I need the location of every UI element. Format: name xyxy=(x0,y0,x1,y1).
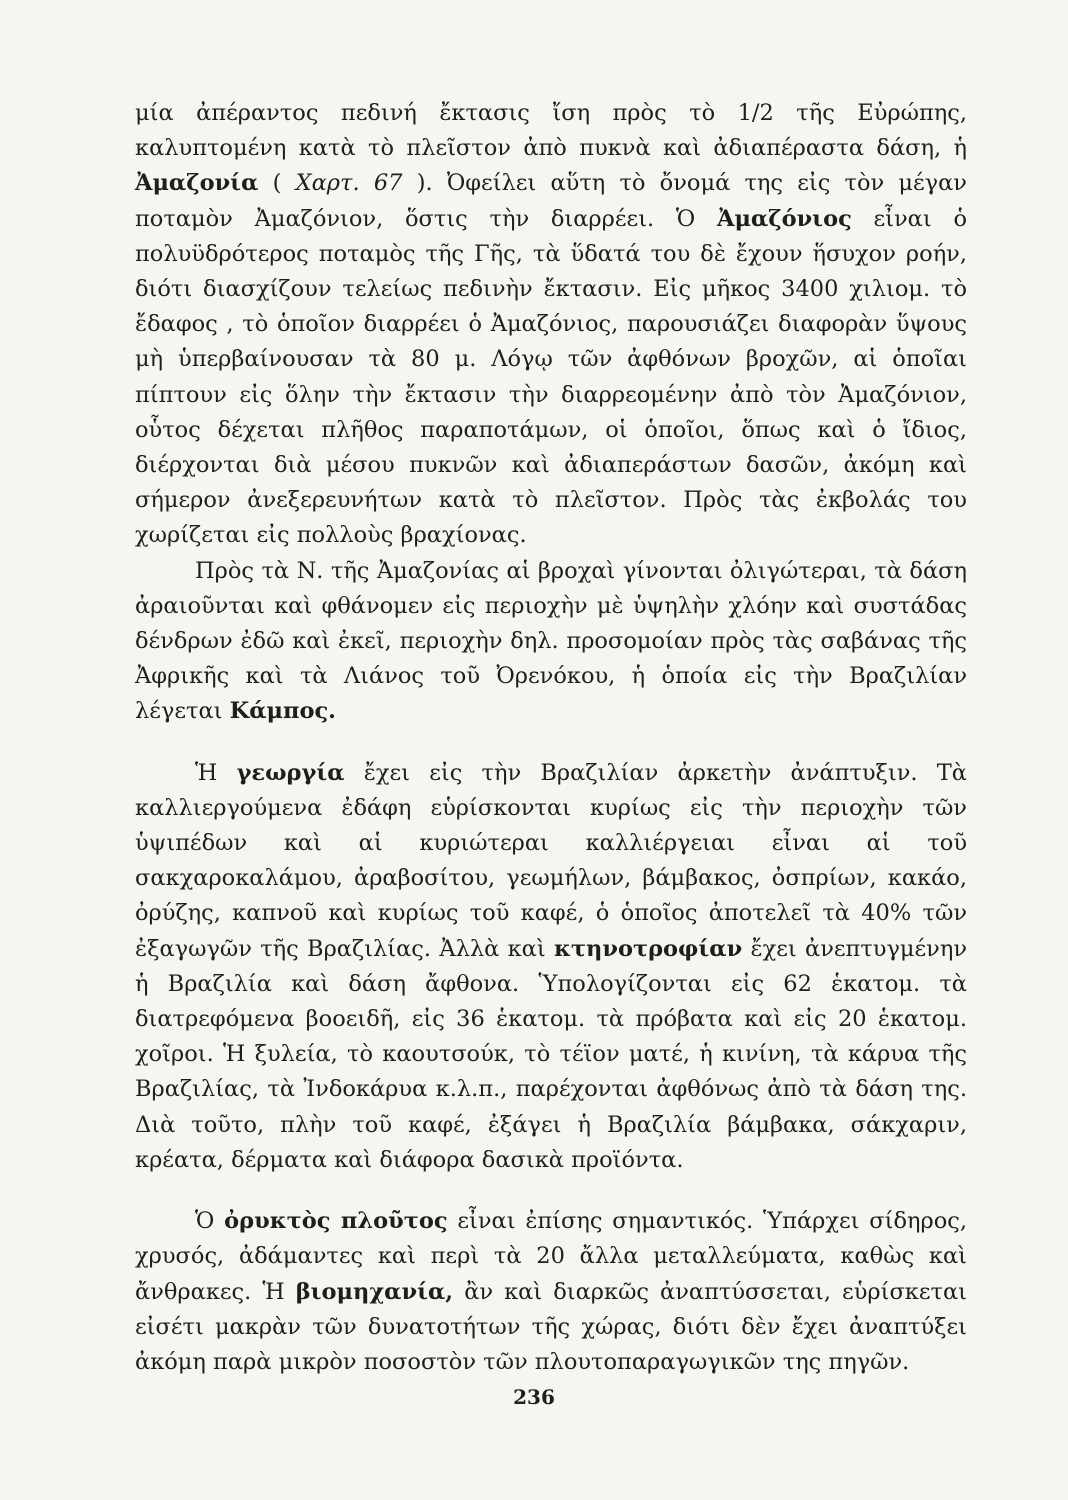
map-reference: Χαρτ. 67 xyxy=(295,170,403,197)
term-georgia: γεωργία xyxy=(236,759,345,786)
term-amazonia: Ἀμαζονία xyxy=(135,170,259,197)
paragraph-amazonia: μία ἀπέραντος πεδινή ἔκτασις ἴση πρὸς τὸ 1/2 τῆς Εὐρώπης, καλυπτομένη κατὰ τὸ πλεῖστον ἀπὸ πυκνὰ καὶ ἀδιαπέραστα δάση, ἡ Ἀμαζονία ( Χαρτ. 67 ). Ὀφείλει αὕτη τὸ ὄνομά της εἰς τὸν μέγαν ποταμὸν Ἀμαζόνιον, ὅστις τὴν διαρρέει. Ὁ Ἀμαζόνιος εἶναι ὁ πολυϋδρότερος ποταμὸς τῆς Γῆς, τὰ ὕδατά του δὲ ἔχουν ἥσυχον ροήν, διότι διασχίζουν τελείως πεδινὴν ἔκτασιν. Εἰς μῆκος 3400 χιλιομ. τὸ ἔδαφος , τὸ ὁποῖον διαρρέει ὁ Ἀμαζόνιος, παρουσιάζει διαφορὰν ὕψους μὴ ὑπερβαίνουσαν τὰ 80 μ. Λόγῳ τῶν ἀφθόνων βροχῶν, αἱ ὁποῖαι πίπτουν εἰς ὅλην τὴν ἔκτασιν τὴν διαρρεομένην ἀπὸ τὸν Ἀμαζόνιον, οὗτος δέχεται πλῆθος παραποτάμων, οἱ ὁποῖοι, ὅπως καὶ ὁ ἴδιος, διέρχονται διὰ μέσου πυκνῶν καὶ ἀδιαπεράστων δασῶν, ἀκόμη καὶ σήμερον ἀνεξερευνήτων κατὰ τὸ πλεῖστον. Πρὸς τὰς ἐκβολάς του χωρίζεται εἰς πολλοὺς βραχίονας. xyxy=(135,100,967,549)
term-amazonios: Ἀμαζόνιος xyxy=(717,205,852,232)
paragraph-agriculture: Ἡ γεωργία ἔχει εἰς τὴν Βραζιλίαν ἀρκετὴν ἀνάπτυξιν. Τὰ καλλιεργούμενα ἐδάφη εὑρίσκονται κυρίως εἰς τὴν περιοχὴν τῶν ὑψιπέδων καὶ αἱ κυριώτεραι καλλιέργειαι εἶναι αἱ τοῦ σακχαροκαλάμου, ἀραβοσίτου, γεωμήλων, βάμβακος, ὀσπρίων, κακάο, ὀρύζης, καπνοῦ καὶ κυρίως τοῦ καφέ, ὁ ὁποῖος ἀποτελεῖ τὰ 40% τῶν ἐξαγωγῶν τῆς Βραζιλίας. Ἀλλὰ καὶ κτηνοτροφίαν ἔχει ἀνεπτυγμένην ἡ Βραζιλία καὶ δάση ἄφθονα. Ὑπολογίζονται εἰς 62 ἑκατομ. τὰ διατρεφόμενα βοοειδῆ, εἰς 36 ἑκατομ. τὰ πρόβατα καὶ εἰς 20 ἑκατομ. χοῖροι. Ἡ ξυλεία, τὸ καουτσούκ, τὸ τέϊον ματέ, ἡ κινίνη, τὰ κάρυα τῆς Βραζιλίας, τὰ Ἰνδοκάρυα κ.λ.π., παρέχονται ἀφθόνως ἀπὸ τὰ δάση της. Διὰ τοῦτο, πλὴν τοῦ καφέ, ἐξάγει ἡ Βραζιλία βάμβακα, σάκχαριν, κρέατα, δέρματα καὶ διάφορα δασικὰ προϊόντα. xyxy=(135,759,968,1173)
page-number: 236 xyxy=(513,1385,555,1409)
term-viomichania: βιομηχανία, xyxy=(295,1278,454,1305)
paragraph-kampos: Πρὸς τὰ Ν. τῆς Ἀμαζονίας αἱ βροχαὶ γίνονται ὀλιγώτεραι, τὰ δάση ἀραιοῦνται καὶ φθάνομεν εἰς περιοχὴν μὲ ὑψηλὴν χλόην καὶ συστάδας δένδρων ἐδῶ καὶ ἐκεῖ, περιοχὴν δηλ. προσομοίαν πρὸς τὰς σαβάνας τῆς Ἀφρικῆς καὶ τὰ Λιάνος τοῦ Ὀρενόκου, ἡ ὁποία εἰς τὴν Βραζιλίαν λέγεται Κάμπος. xyxy=(135,557,967,725)
term-oryktos-ploutos: ὀρυκτὸς πλοῦτος xyxy=(224,1208,448,1235)
term-kampos: Κάμπος. xyxy=(229,698,336,725)
body-text xyxy=(135,96,967,1380)
term-ktinotrofia: κτηνοτροφίαν xyxy=(553,935,743,962)
paragraph-minerals-industry: Ὁ ὀρυκτὸς πλοῦτος εἶναι ἐπίσης σημαντικός. Ὑπάρχει σίδηρος, χρυσός, ἀδάμαντες καὶ περὶ τὰ 20 ἄλλα μεταλλεύματα, καθὼς καὶ ἄνθρακες. Ἡ βιομηχανία, ἂν καὶ διαρκῶς ἀναπτύσσεται, εὑρίσκεται εἰσέτι μακρὰν τῶν δυνατοτήτων τῆς χώρας, διότι δὲν ἔχει ἀναπτύξει ἀκόμη παρὰ μικρὸν ποσοστὸν τῶν πλουτοπαραγωγικῶν της πηγῶν. xyxy=(135,1208,967,1375)
